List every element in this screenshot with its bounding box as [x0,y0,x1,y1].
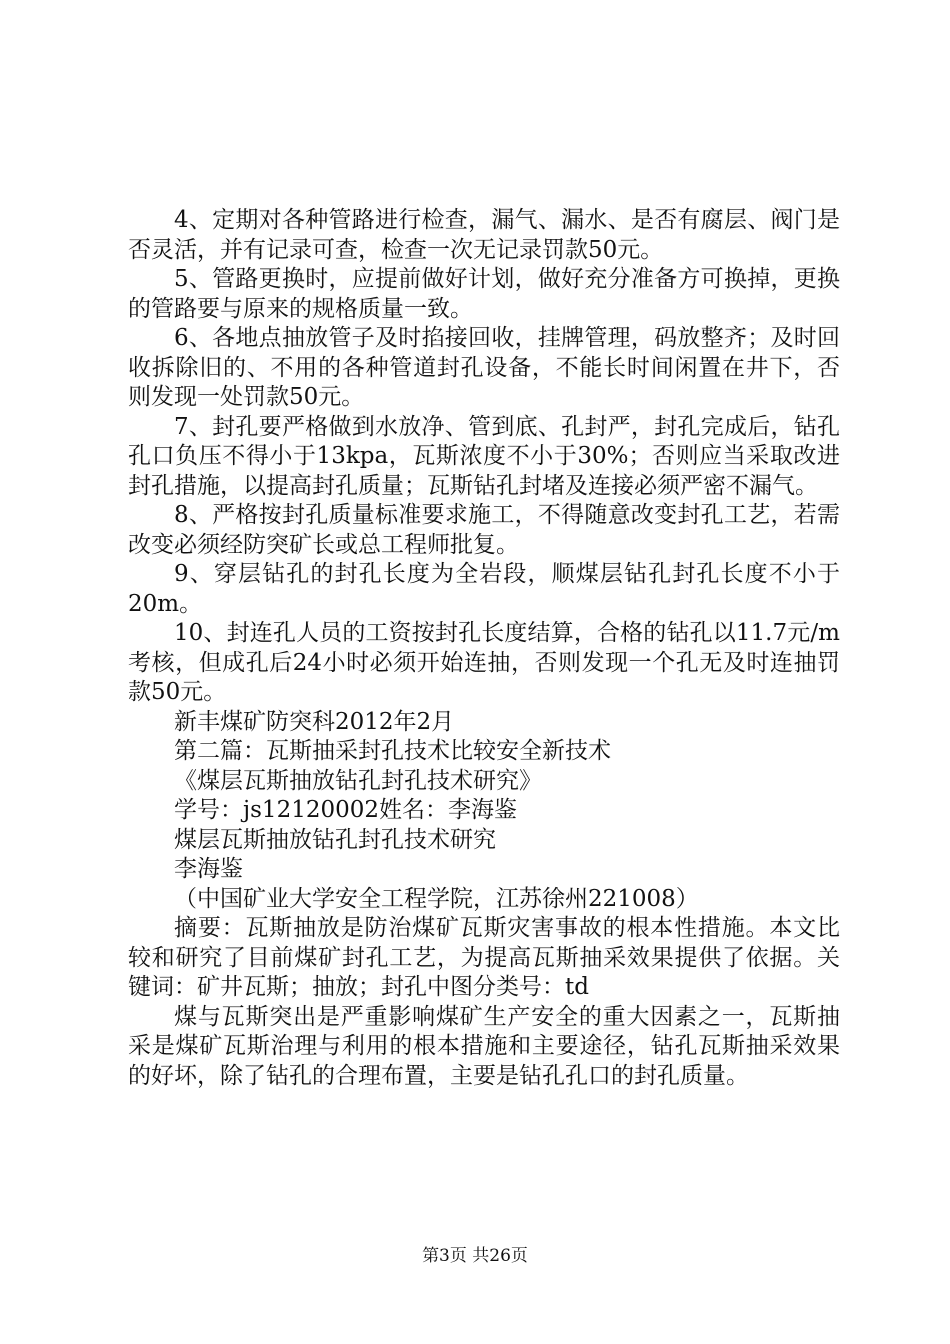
article-title: 煤层瓦斯抽放钻孔封孔技术研究 [174,826,496,853]
paragraph-item-8: 8、严格按封孔质量标准要求施工，不得随意改变封孔工艺，若需改变必须经防突矿长或总工程师批复。 [128,502,840,558]
paragraph-item-7: 7、封孔要严格做到水放净、管到底、孔封严，封孔完成后，钻孔孔口负压不得小于13kpa，瓦斯浓度不小于30%；否则应当采取改进封孔措施，以提高封孔质量；瓦斯钻孔封堵及连接必须严密不漏气。 [128,413,840,499]
paragraph-item-10: 10、封连孔人员的工资按封孔长度结算，合格的钻孔以11.7元/m考核，但成孔后24小时必须开始连抽，否则发现一个孔无及时连抽罚款50元。 [128,620,840,705]
paragraph-item-6: 6、各地点抽放管子及时掐接回收，挂牌管理，码放整齐；及时回收拆除旧的、不用的各种管道封孔设备，不能长时间闲置在井下，否则发现一处罚款50元。 [128,325,840,410]
student-info: 学号：js12120002姓名：李海鉴 [174,797,518,823]
signature-line: 新丰煤矿防突科2012年2月 [174,708,455,735]
abstract-paragraph: 摘要：瓦斯抽放是防治煤矿瓦斯灾害事故的根本性措施。本文比较和研究了目前煤矿封孔工艺，为提高瓦斯抽采效果提供了依据。关键词：矿井瓦斯；抽放；封孔中图分类号：td [128,915,840,1000]
author-affiliation: （中国矿业大学安全工程学院，江苏徐州221008） [174,885,699,912]
paper-title: 《煤层瓦斯抽放钻孔封孔技术研究》 [174,767,542,794]
section-heading: 第二篇：瓦斯抽采封孔技术比较安全新技术 [174,738,611,764]
paragraph-item-9: 9、穿层钻孔的封孔长度为全岩段，顺煤层钻孔封孔长度不小于20m。 [128,561,840,617]
author-name: 李海鉴 [174,856,243,882]
page-number-footer: 第3页 共26页 [422,1246,528,1266]
body-paragraph: 煤与瓦斯突出是严重影响煤矿生产安全的重大因素之一，瓦斯抽采是煤矿瓦斯治理与利用的根本措施和主要途径，钻孔瓦斯抽采效果的好坏，除了钻孔的合理布置，主要是钻孔孔口的封孔质量。 [128,1003,840,1089]
paragraph-item-5: 5、管路更换时，应提前做好计划，做好充分准备方可换掉，更换的管路要与原来的规格质量一致。 [128,266,840,322]
paragraph-item-4: 4、定期对各种管路进行检查，漏气、漏水、是否有腐层、阀门是否灵活，并有记录可查，检查一次无记录罚款50元。 [128,207,840,263]
document-body [128,206,840,1091]
